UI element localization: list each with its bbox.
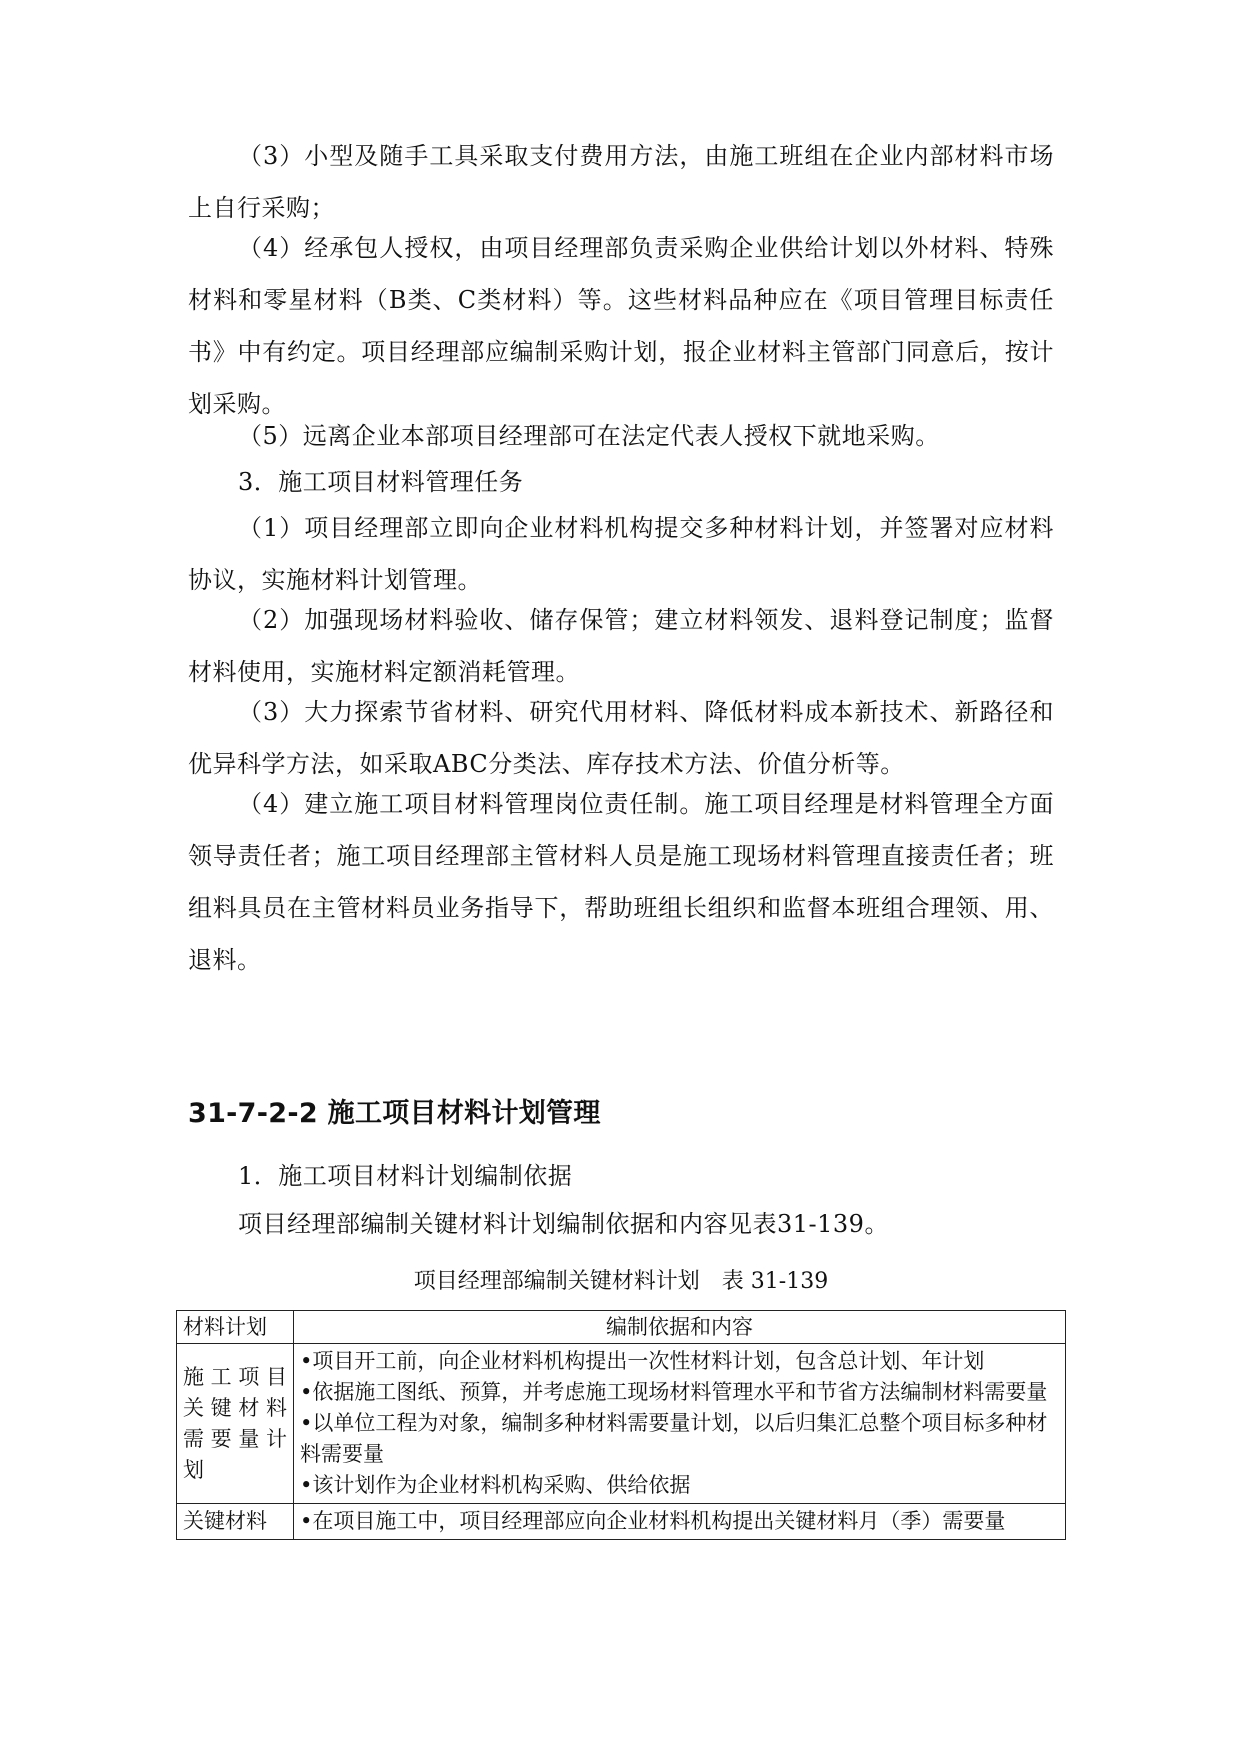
content-item: •该计划作为企业材料机构采购、供给依据 — [300, 1473, 691, 1497]
header-basis-content: 编制依据和内容 — [294, 1311, 1066, 1344]
row-plan-name: 施工项目关键材料需要量计划 — [177, 1344, 294, 1504]
content-item: •在项目施工中，项目经理部应向企业材料机构提出关键材料月（季）需要量 — [300, 1509, 1006, 1533]
table-row — [177, 1344, 1066, 1504]
table-caption-number: 表 31-139 — [721, 1269, 829, 1294]
row-content — [294, 1344, 1066, 1504]
paragraph-task-4: （4）建立施工项目材料管理岗位责任制。施工项目经理是材料管理全方面领导责任者；施工项目经理部主管材料人员是施工现场材料管理直接责任者；班组料具员在主管材料员业务指导下，帮助班组长组织和监督本班组合理领、用、退料。 — [188, 790, 1054, 974]
paragraph-local-purchase: （5）远离企业本部项目经理部可在法定代表人授权下就地采购。 — [238, 422, 940, 450]
row-plan-name: 关键材料 — [177, 1504, 294, 1540]
table-caption-title: 项目经理部编制关键材料计划 — [413, 1269, 700, 1294]
row-content — [294, 1504, 1066, 1540]
table-header-row — [177, 1311, 1066, 1344]
table-caption — [188, 1262, 1054, 1302]
content-item: •依据施工图纸、预算，并考虑施工现场材料管理水平和节省方法编制材料需要量 — [300, 1380, 1048, 1404]
paragraph-task-1: （1）项目经理部立即向企业材料机构提交多种材料计划，并签署对应材料协议，实施材料计划管理。 — [188, 514, 1054, 594]
table-row — [177, 1504, 1066, 1540]
paragraph-task-title: 3．施工项目材料管理任务 — [238, 468, 524, 496]
paragraph-small-tools: （3）小型及随手工具采取支付费用方法，由施工班组在企业内部材料市场上自行采购； — [188, 142, 1054, 222]
paragraph-task-3: （3）大力探索节省材料、研究代用材料、降低材料成本新技术、新路径和优异科学方法，如采取ABC分类法、库存技术方法、价值分析等。 — [188, 698, 1054, 778]
content-item: •项目开工前，向企业材料机构提出一次性材料计划，包含总计划、年计划 — [300, 1349, 985, 1373]
paragraph-plan-basis-title: 1．施工项目材料计划编制依据 — [238, 1162, 573, 1190]
material-plan-table — [176, 1310, 1066, 1540]
section-heading: 31-7-2-2 施工项目材料计划管理 — [188, 1098, 601, 1129]
header-material-plan: 材料计划 — [177, 1311, 294, 1344]
content-item: •以单位工程为对象，编制多种材料需要量计划，以后归集汇总整个项目标多种材料需要量 — [300, 1411, 1048, 1466]
paragraph-task-2: （2）加强现场材料验收、储存保管；建立材料领发、退料登记制度；监督材料使用，实施材料定额消耗管理。 — [188, 606, 1054, 686]
paragraph-authorized-purchase: （4）经承包人授权，由项目经理部负责采购企业供给计划以外材料、特殊材料和零星材料（B类、C类材料）等。这些材料品种应在《项目管理目标责任书》中有约定。项目经理部应编制采购计划，报企业材料主管部门同意后，按计划采购。 — [188, 234, 1054, 418]
paragraph-plan-basis-intro: 项目经理部编制关键材料计划编制依据和内容见表31-139。 — [238, 1210, 889, 1238]
